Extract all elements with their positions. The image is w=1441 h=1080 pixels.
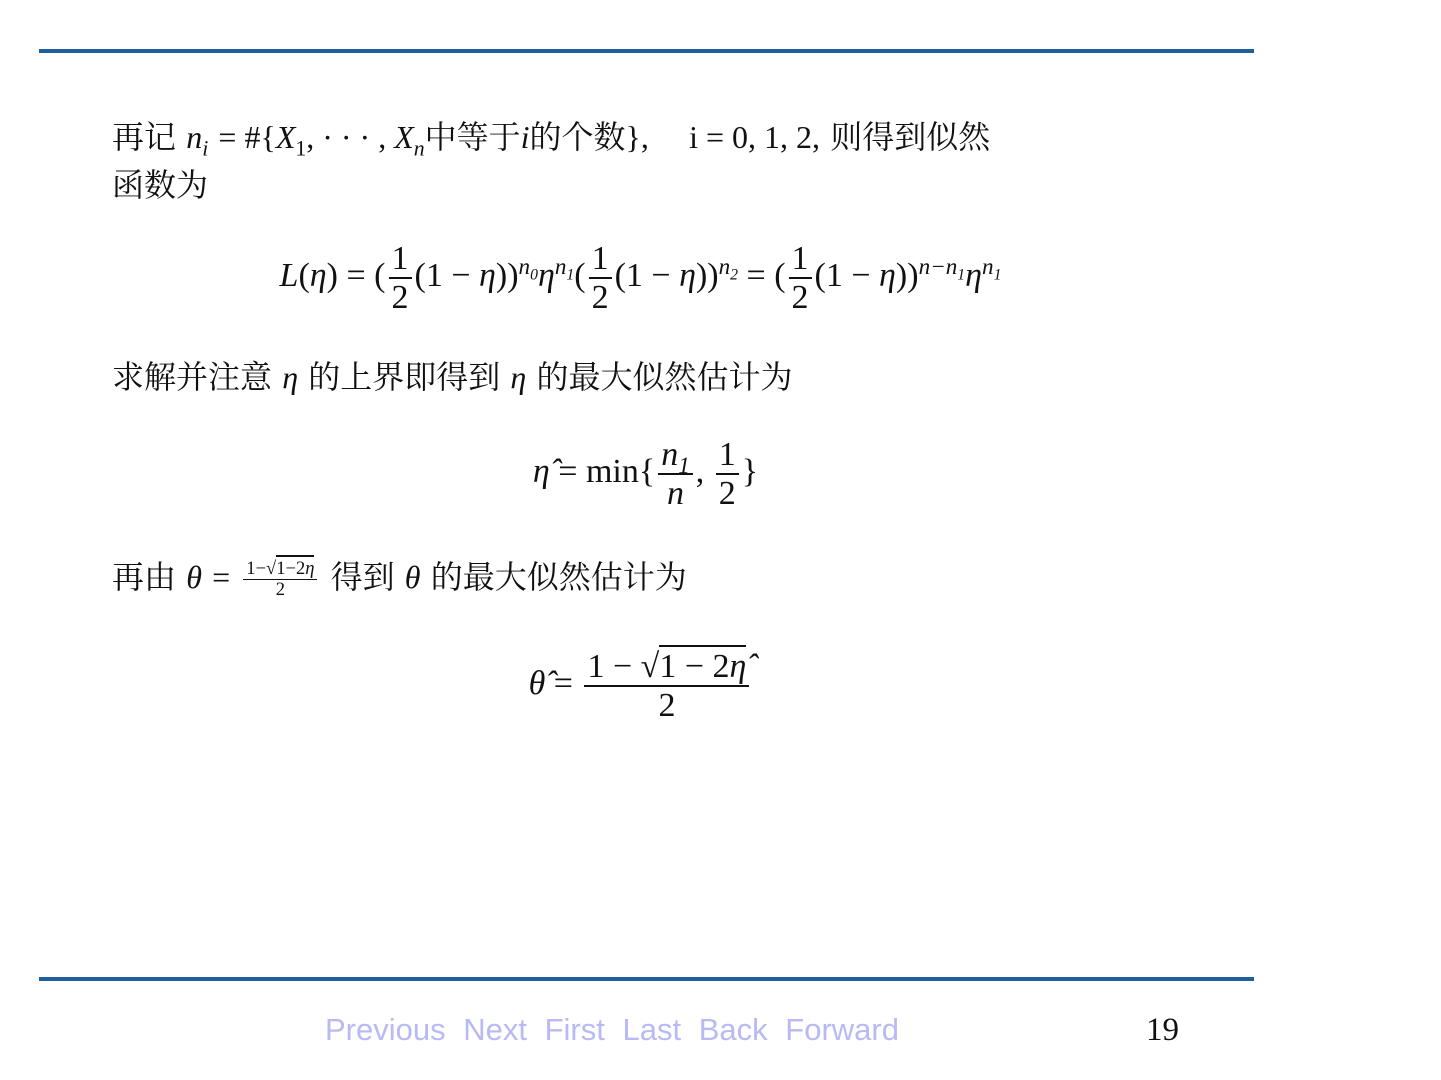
- para2-c: 的最大似然估计为: [536, 358, 793, 396]
- para3-a: 再由: [112, 558, 177, 596]
- inline-theta-fraction: $\frac{1-√1-2\eta}{2}$: [243, 559, 317, 601]
- para1-cn-after-i: 的个数: [529, 118, 626, 156]
- bottom-rule: [39, 977, 1254, 981]
- equation-eta-hat: η̂ = min{ $\frac{n_1}{n}$ , $\frac{1}{2}$ }: [532, 436, 759, 513]
- nav-first-link[interactable]: First: [544, 1012, 605, 1047]
- para3-b: 得到: [330, 558, 395, 596]
- page-number: 19: [1146, 1012, 1179, 1048]
- formula-count: $n_i$: [186, 119, 209, 161]
- para1-prefix: 再记: [112, 118, 177, 156]
- top-rule: [39, 49, 1254, 53]
- paragraph-theta: 再由 θ = $\frac{1-√1-2\eta}{2}$ 得到 θ 的最大似然估计为: [112, 556, 687, 600]
- navigation-bar: [325, 1012, 908, 1048]
- equation-likelihood: L(η) = ( $\frac{1}{2}$ $(1 - \eta))^{n_0}\eta^{n_1}$( $\frac{1}{2}$ (1 − η))$^{n_2}$ = ( $\frac{1}{2}$ $(1 - \eta))^{n-n_1}\eta^{n_1}$: [279, 240, 1002, 317]
- nav-back-link[interactable]: Back: [698, 1012, 768, 1047]
- nav-forward-link[interactable]: Forward: [785, 1012, 899, 1047]
- nav-previous-link[interactable]: Previous: [325, 1012, 446, 1047]
- nav-last-link[interactable]: Last: [622, 1012, 682, 1047]
- equation-theta-hat: θ̂ = $\frac{1 - √1 - 2\etâ}{2}$: [0, 648, 1361, 725]
- index-range: i = 0, 1, 2,: [689, 119, 821, 155]
- nav-next-link[interactable]: Next: [463, 1012, 527, 1047]
- para3-c: 的最大似然估计为: [430, 558, 687, 596]
- para1-suffix: 则得到似然: [830, 118, 991, 156]
- para1-line2: 函数为: [112, 166, 209, 204]
- paragraph-solve: 求解并注意 η 的上界即得到 η 的最大似然估计为: [112, 358, 793, 396]
- para2-a: 求解并注意: [112, 358, 273, 396]
- para2-b: 的上界即得到: [308, 358, 501, 396]
- para1-cn-mid: 中等于: [424, 118, 521, 156]
- paragraph-definition: 再记 $n_i$ = $\#\{X_1$, · · · , $X_n$中等于i的个数}, i = 0, 1, 2, 则得到似然: [112, 118, 991, 161]
